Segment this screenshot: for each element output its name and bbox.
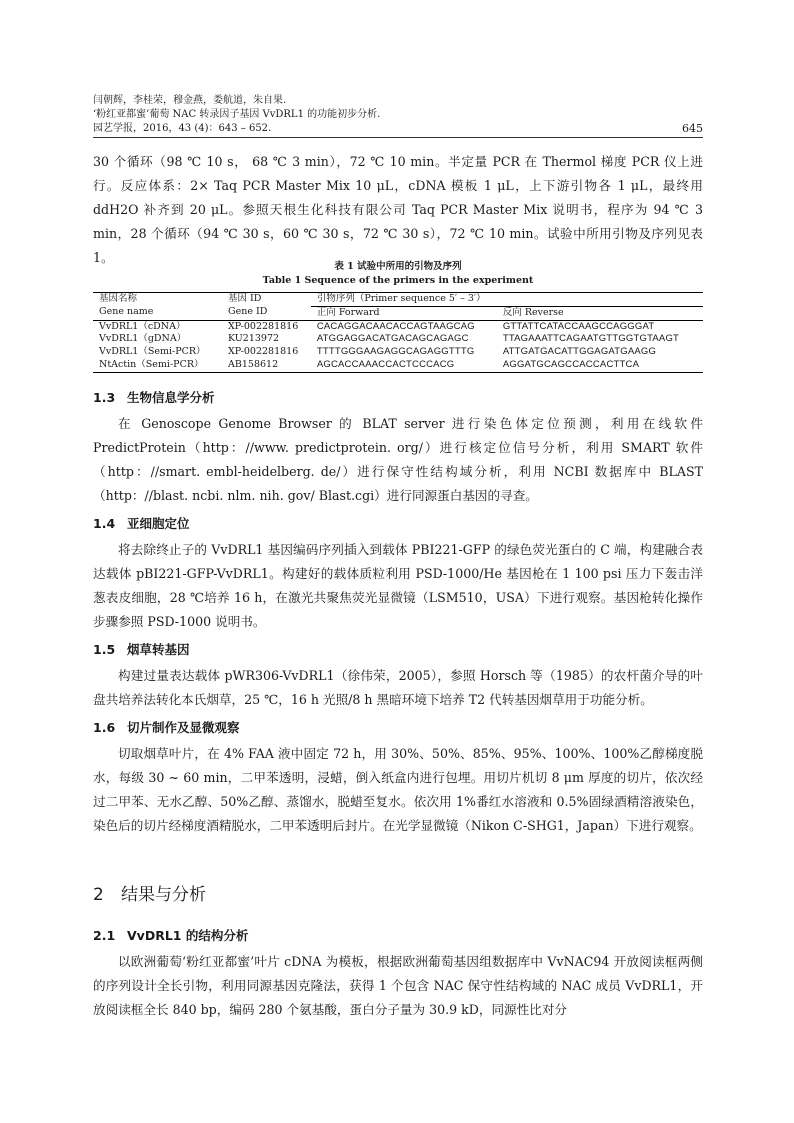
- cell-id: KU213972: [228, 333, 280, 345]
- col-gene-en: Gene name: [93, 306, 222, 320]
- table-caption-cn: 表 1 试验中所用的引物及序列: [334, 261, 462, 272]
- section-title: 结果与分析: [121, 885, 206, 905]
- col-rev: 反向 Reverse: [497, 306, 703, 320]
- col-id-en: Gene ID: [222, 306, 311, 320]
- section-1-3-paragraph: 在 Genoscope Genome Browser 的 BLAT server 进行染色体定位预测，利用在线软件 PredictProtein（http：//www. predictprotein. org/）进行核定位信号分析，利用 SMART 软件（http：//smart. embl-heidelberg. de/）进行保守性结构域分析，利用 NCBI 数据库中 BLAST（http：//blast. ncbi. nlm. nih. gov/ Blast.cgi）进行同源蛋白基因的寻查。: [93, 416, 703, 503]
- cell-id: XP-002281816: [228, 346, 299, 358]
- col-id-cn: 基因 ID: [222, 293, 311, 307]
- table-header-row-2: [93, 306, 703, 320]
- header-authors: 闫朝辉，李桂荣，穆金燕，娄航道，朱自果.: [93, 95, 287, 106]
- section-heading-1-4: [93, 514, 190, 532]
- cell-gene: VvDRL1（Semi-PCR）: [99, 346, 206, 358]
- cell-id: XP-002281816: [228, 320, 299, 332]
- cell-fwd: CACAGGACAACACCAGTAAGCAG: [316, 320, 475, 332]
- section-2-1-paragraph: 以欧洲葡萄‘粉红亚都蜜’叶片 cDNA 为模板，根据欧洲葡萄基因组数据库中 VvNAC94 开放阅读框两侧的序列设计全长引物，利用同源基因克隆法，获得 1 个包含 NAC 保守性结构域的 NAC 成员 VvDRL1，开放阅读框全长 840 bp，编码 280 个氨基酸，蛋白分子量为 30.9 kD，同源性比对分: [93, 954, 703, 1017]
- section-heading-1-5: [93, 640, 190, 658]
- section-heading-1-3: [93, 388, 215, 406]
- section-title: 烟草转基因: [127, 642, 190, 657]
- cell-fwd: ATGGAGGACATGACAGCAGAGC: [316, 333, 469, 345]
- table-row: [93, 333, 703, 346]
- page-number: 645: [682, 122, 703, 135]
- section-number: 2: [93, 885, 104, 905]
- header-title: ‘粉红亚都蜜’葡萄 NAC 转录因子基因 VvDRL1 的功能初步分析.: [93, 109, 381, 120]
- section-heading-2-1: [93, 926, 248, 944]
- header-rule: [93, 137, 703, 138]
- section-number: 1.4: [93, 516, 116, 531]
- section-number: 1.3: [93, 390, 116, 405]
- section-1-6-paragraph: 切取烟草叶片，在 4% FAA 液中固定 72 h，用 30%、50%、85%、95%、100%、100%乙醇梯度脱水，每级 30 ~ 60 min，二甲苯透明，浸蜡，倒入纸盒内进行包埋。用切片机切 8 μm 厚度的切片，依次经过二甲苯、无水乙醇、50%乙醇、蒸馏水，脱蜡至复水。依次用 1%番红水溶液和 0.5%固绿酒精溶液染色，染色后的切片经梯度酒精脱水，二甲苯透明后封片。在光学显微镜（Nikon C-SHG1，Japan）下进行观察。: [93, 746, 703, 833]
- section-1-5-paragraph: 构建过量表达载体 pWR306-VvDRL1（徐伟荣，2005），参照 Horsch 等（1985）的农杆菌介导的叶盘共培养法转化本氏烟草，25 ℃，16 h 光照/8 h 黑暗环境下培养 T2 代转基因烟草用于功能分析。: [93, 668, 703, 707]
- section-heading-2: [93, 880, 206, 905]
- section-number: 1.6: [93, 720, 116, 735]
- cell-id: AB158612: [222, 359, 311, 372]
- cell-fwd: TTTTGGGAAGAGGCAGAGGTTTG: [316, 346, 475, 358]
- section-number: 2.1: [93, 928, 116, 943]
- section-heading-1-6: [93, 718, 240, 736]
- section-title: 切片制作及显微观察: [127, 720, 240, 735]
- col-seq: 引物序列（Primer sequence 5′ – 3′）: [311, 293, 703, 307]
- cell-rev: AGGATGCAGCCACCACTTCA: [497, 359, 703, 372]
- section-title: VvDRL1 的结构分析: [127, 928, 249, 943]
- cell-gene: VvDRL1（cDNA）: [99, 320, 186, 332]
- col-gene-cn: 基因名称: [93, 293, 222, 307]
- cell-rev: ATTGATGACATTGGAGATGAAGG: [502, 346, 657, 358]
- col-fwd: 正向 Forward: [311, 306, 497, 320]
- section-title: 亚细胞定位: [127, 516, 190, 531]
- table-header-row: [93, 293, 703, 307]
- table-row: [93, 359, 703, 372]
- cell-gene: NtActin（Semi-PCR）: [93, 359, 222, 372]
- section-title: 生物信息学分析: [127, 390, 215, 405]
- table-row: [93, 320, 703, 333]
- cell-fwd: AGCACCAAACCACTCCCACG: [311, 359, 497, 372]
- running-header: [93, 94, 703, 136]
- table-row: [93, 346, 703, 359]
- section-1-4-paragraph: 将去除终止子的 VvDRL1 基因编码序列插入到载体 PBI221-GFP 的绿色荧光蛋白的 C 端，构建融合表达载体 pBI221-GFP-VvDRL1。构建好的载体质粒利用 PSD-1000/He 基因枪在 1 100 psi 压力下轰击洋葱表皮细胞，28 ℃培养 16 h，在激光共聚焦荧光显微镜（LSM510，USA）下进行观察。基因枪转化操作步骤参照 PSD-1000 说明书。: [93, 542, 703, 629]
- section-number: 1.5: [93, 642, 116, 657]
- intro-paragraph: 30 个循环（98 ℃ 10 s， 68 ℃ 3 min），72 ℃ 10 min。半定量 PCR 在 Thermol 梯度 PCR 仪上进行。反应体系：2× Taq PCR Master Mix 10 μL，cDNA 模板 1 μL，上下游引物各 1 μL，最终用 ddH2O 补齐到 20 μL。参照天根生化科技有限公司 Taq PCR Master Mix 说明书，程序为 94 ℃ 3 min，28 个循环（94 ℃ 30 s，60 ℃ 30 s，72 ℃ 30 s），72 ℃ 10 min。试验中所用引物及序列见表 1。: [93, 154, 703, 265]
- table-caption-en: Table 1 Sequence of the primers in the experiment: [262, 275, 534, 286]
- primer-table: [93, 292, 703, 373]
- cell-gene: VvDRL1（gDNA）: [99, 333, 187, 345]
- cell-rev: GTTATTCATACCAAGCCAGGGAT: [502, 320, 655, 332]
- header-journal: 园艺学报，2016，43 (4)：643 – 652.: [93, 123, 272, 134]
- cell-rev: TTAGAAATTCAGAATGTTGGTGTAAGT: [502, 333, 680, 345]
